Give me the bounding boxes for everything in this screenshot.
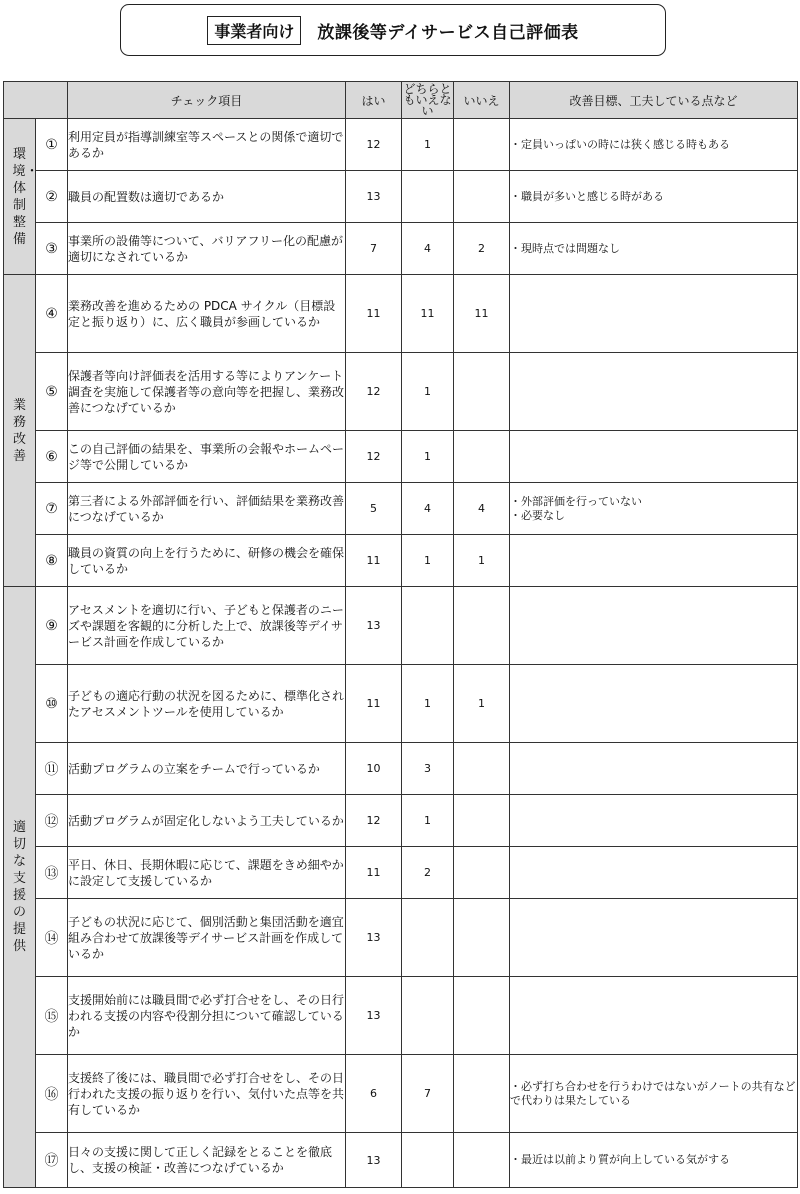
- yes-count: 11: [346, 665, 402, 743]
- neither-count: 7: [402, 1055, 454, 1133]
- neither-count: [402, 899, 454, 977]
- yes-count: 6: [346, 1055, 402, 1133]
- item-number: ⑬: [36, 847, 68, 899]
- check-item-text: 利用定員が指導訓練室等スペースとの関係で適切であるか: [68, 119, 346, 171]
- no-count: [454, 431, 510, 483]
- no-count: 11: [454, 275, 510, 353]
- table-row: [4, 899, 798, 977]
- neither-count: 1: [402, 119, 454, 171]
- title-box: [120, 4, 666, 56]
- check-item-text: 支援終了後には、職員間で必ず打合せをし、その日行われた支援の振り返りを行い、気付いた点等を共有しているか: [68, 1055, 346, 1133]
- check-item-text: 保護者等向け評価表を活用する等によりアンケート調査を実施して保護者等の意向等を把握し、業務改善につなげているか: [68, 353, 346, 431]
- item-number: ⑮: [36, 977, 68, 1055]
- no-count: 4: [454, 483, 510, 535]
- yes-count: 7: [346, 223, 402, 275]
- category-label: [4, 587, 36, 1188]
- neither-count: [402, 171, 454, 223]
- note-text: [510, 665, 798, 743]
- item-number: ⑧: [36, 535, 68, 587]
- neither-count: 3: [402, 743, 454, 795]
- category-label-text: 業務改善: [12, 397, 26, 464]
- table-row: [4, 483, 798, 535]
- no-count: [454, 1133, 510, 1188]
- item-number: ②: [36, 171, 68, 223]
- check-item-text: 活動プログラムが固定化しないよう工夫しているか: [68, 795, 346, 847]
- note-text: [510, 431, 798, 483]
- no-count: [454, 1055, 510, 1133]
- item-number: ⑭: [36, 899, 68, 977]
- table-row: [4, 847, 798, 899]
- item-number: ⑨: [36, 587, 68, 665]
- check-item-text: 子どもの適応行動の状況を図るために、標準化されたアセスメントツールを使用しているか: [68, 665, 346, 743]
- neither-count: [402, 1133, 454, 1188]
- no-count: 1: [454, 535, 510, 587]
- note-text: ・現時点では問題なし: [510, 223, 798, 275]
- item-number: ③: [36, 223, 68, 275]
- check-item-text: 事業所の設備等について、バリアフリー化の配慮が適切になされているか: [68, 223, 346, 275]
- item-number: ⑦: [36, 483, 68, 535]
- yes-count: 12: [346, 431, 402, 483]
- yes-count: 13: [346, 587, 402, 665]
- header-yes: はい: [346, 82, 402, 119]
- table-row: [4, 171, 798, 223]
- no-count: [454, 847, 510, 899]
- table-row: [4, 587, 798, 665]
- table-row: [4, 275, 798, 353]
- check-item-text: 子どもの状況に応じて、個別活動と集団活動を適宜組み合わせて放課後等デイサービス計画を作成しているか: [68, 899, 346, 977]
- yes-count: 12: [346, 353, 402, 431]
- page-title: 放課後等デイサービス自己評価表: [317, 22, 579, 43]
- category-label-text: 適切な支援の提供: [12, 820, 26, 954]
- yes-count: 13: [346, 899, 402, 977]
- check-item-text: 業務改善を進めるための PDCA サイクル（目標設定と振り返り）に、広く職員が参画しているか: [68, 275, 346, 353]
- evaluation-table: [3, 81, 798, 1188]
- yes-count: 12: [346, 119, 402, 171]
- note-text: [510, 275, 798, 353]
- neither-count: 1: [402, 665, 454, 743]
- note-text: [510, 795, 798, 847]
- item-number: ⑰: [36, 1133, 68, 1188]
- note-text: [510, 847, 798, 899]
- yes-count: 13: [346, 977, 402, 1055]
- item-number: ④: [36, 275, 68, 353]
- neither-count: 4: [402, 223, 454, 275]
- no-count: [454, 587, 510, 665]
- check-item-text: アセスメントを適切に行い、子どもと保護者のニーズや課題を客観的に分析した上で、放課後等デイサービス計画を作成しているか: [68, 587, 346, 665]
- note-text: [510, 353, 798, 431]
- table-row: [4, 535, 798, 587]
- no-count: 1: [454, 665, 510, 743]
- table-row: [4, 223, 798, 275]
- check-item-text: 第三者による外部評価を行い、評価結果を業務改善につなげているか: [68, 483, 346, 535]
- check-item-text: 職員の配置数は適切であるか: [68, 171, 346, 223]
- category-label-text: 環境・体制整備: [12, 146, 39, 247]
- check-item-text: 職員の資質の向上を行うために、研修の機会を確保しているか: [68, 535, 346, 587]
- no-count: 2: [454, 223, 510, 275]
- header-no: いいえ: [454, 82, 510, 119]
- item-number: ⑫: [36, 795, 68, 847]
- table-row: [4, 119, 798, 171]
- item-number: ⑯: [36, 1055, 68, 1133]
- item-number: ⑤: [36, 353, 68, 431]
- check-item-text: 活動プログラムの立案をチームで行っているか: [68, 743, 346, 795]
- yes-count: 13: [346, 1133, 402, 1188]
- title-badge: 事業者向け: [207, 16, 301, 45]
- neither-count: 1: [402, 535, 454, 587]
- no-count: [454, 743, 510, 795]
- item-number: ⑩: [36, 665, 68, 743]
- table-row: [4, 1055, 798, 1133]
- check-item-text: 支援開始前には職員間で必ず打合せをし、その日行われる支援の内容や役割分担について確認しているか: [68, 977, 346, 1055]
- note-text: [510, 977, 798, 1055]
- neither-count: [402, 977, 454, 1055]
- category-label: [4, 275, 36, 587]
- note-text: ・定員いっぱいの時には狭く感じる時もある: [510, 119, 798, 171]
- yes-count: 12: [346, 795, 402, 847]
- table-row: [4, 665, 798, 743]
- table-row: [4, 977, 798, 1055]
- no-count: [454, 171, 510, 223]
- table-row: [4, 795, 798, 847]
- no-count: [454, 899, 510, 977]
- yes-count: 10: [346, 743, 402, 795]
- table-row: [4, 353, 798, 431]
- neither-count: 1: [402, 795, 454, 847]
- table-row: [4, 431, 798, 483]
- note-text: ・職員が多いと感じる時がある: [510, 171, 798, 223]
- note-text: [510, 587, 798, 665]
- item-number: ⑥: [36, 431, 68, 483]
- header-blank: [4, 82, 68, 119]
- table-row: [4, 743, 798, 795]
- neither-count: 4: [402, 483, 454, 535]
- no-count: [454, 795, 510, 847]
- note-text: [510, 743, 798, 795]
- category-label: [4, 119, 39, 275]
- neither-count: 1: [402, 431, 454, 483]
- yes-count: 5: [346, 483, 402, 535]
- header-check-item: チェック項目: [68, 82, 346, 119]
- header-notes: 改善目標、工夫している点など: [510, 82, 798, 119]
- yes-count: 11: [346, 535, 402, 587]
- note-text: ・必ず打ち合わせを行うわけではないがノートの共有などで代わりは果たしている: [510, 1055, 798, 1133]
- neither-count: 2: [402, 847, 454, 899]
- neither-count: 1: [402, 353, 454, 431]
- check-item-text: 平日、休日、長期休暇に応じて、課題をきめ細やかに設定して支援しているか: [68, 847, 346, 899]
- check-item-text: この自己評価の結果を、事業所の会報やホームページ等で公開しているか: [68, 431, 346, 483]
- header-neither: どちらともいえない: [403, 81, 452, 118]
- note-text: ・最近は以前より質が向上している気がする: [510, 1133, 798, 1188]
- item-number: ⑪: [36, 743, 68, 795]
- check-item-text: 日々の支援に関して正しく記録をとることを徹底し、支援の検証・改善につなげているか: [68, 1133, 346, 1188]
- no-count: [454, 119, 510, 171]
- neither-count: 11: [402, 275, 454, 353]
- note-text: [510, 899, 798, 977]
- no-count: [454, 353, 510, 431]
- item-number: ①: [36, 119, 68, 171]
- neither-count: [402, 587, 454, 665]
- note-text: ・外部評価を行っていない ・必要なし: [510, 483, 798, 535]
- yes-count: 13: [346, 171, 402, 223]
- yes-count: 11: [346, 847, 402, 899]
- table-row: [4, 1133, 798, 1188]
- yes-count: 11: [346, 275, 402, 353]
- no-count: [454, 977, 510, 1055]
- header-row: [4, 82, 798, 119]
- note-text: [510, 535, 798, 587]
